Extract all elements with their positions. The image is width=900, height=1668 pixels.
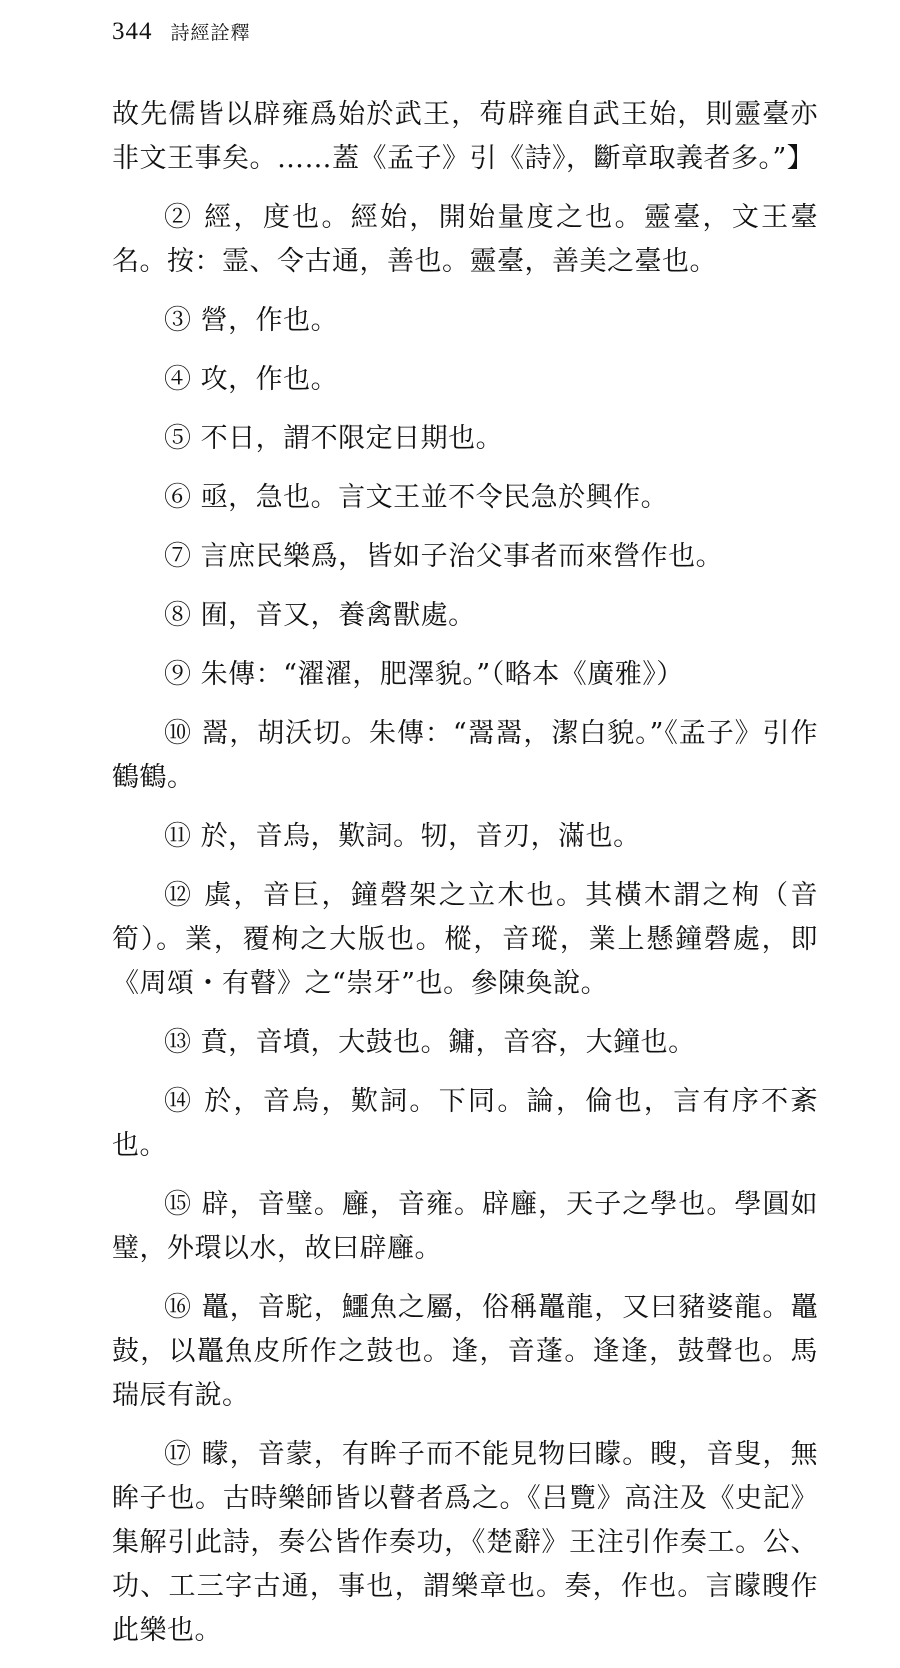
note-2: ② 經，度也。經始，開始量度之也。靈臺，文王臺名。按：霊、令古通，善也。靈臺，善美之臺也。 bbox=[112, 202, 818, 277]
page-number: 344 bbox=[112, 18, 153, 45]
note-16: ⑯ 鼉，音駝，鱷魚之屬，俗稱鼉龍，又曰豬婆龍。鼉鼓，以鼉魚皮所作之鼓也。逢，音蓬。逢逢，鼓聲也。馬瑞辰有說。 bbox=[112, 1292, 818, 1411]
note-12: ⑫ 虡，音巨，鐘磬架之立木也。其橫木謂之栒（音筍）。業，覆栒之大版也。樅，音瑽，業上懸鐘磬處，即《周頌・有瞽》之“崇牙”也。參陳奐說。 bbox=[112, 880, 818, 999]
note-9: ⑨ 朱傳：“濯濯，肥澤貌。”（略本《廣雅》） bbox=[164, 659, 684, 690]
note-13: ⑬ 賁，音墳，大鼓也。鏞，音容，大鐘也。 bbox=[164, 1027, 696, 1058]
note-11: ⑪ 於，音烏，歎詞。牣，音刃，滿也。 bbox=[164, 821, 641, 852]
note-7: ⑦ 言庶民樂爲，皆如子治父事者而來營作也。 bbox=[164, 541, 724, 572]
page-body bbox=[112, 93, 818, 1668]
note-17: ⑰ 矇，音蒙，有眸子而不能見物曰矇。瞍，音叟，無眸子也。古時樂師皆以瞽者爲之。《吕覽》高注及《史記》集解引此詩，奏公皆作奏功，《楚辭》王注引作奏工。公、功、工三字古通，事也，謂樂章也。奏，作也。言矇瞍作此樂也。 bbox=[112, 1439, 818, 1646]
page-header bbox=[112, 18, 251, 58]
note-10: ⑩ 翯，胡沃切。朱傳：“翯翯，潔白貌。”《孟子》引作鶴鶴。 bbox=[112, 718, 818, 793]
note-8: ⑧ 囿，音又，養禽獸處。 bbox=[164, 600, 476, 631]
note-5: ⑤ 不日，謂不限定日期也。 bbox=[164, 423, 504, 454]
note-15: ⑮ 辟，音璧。廱，音雍。辟廱，天子之學也。學圓如璧，外環以水，故曰辟廱。 bbox=[112, 1189, 818, 1264]
continued-paragraph: 故先儒皆以辟雍爲始於武王，苟辟雍自武王始，則靈臺亦非文王事矣。……蓋《孟子》引《詩》，斷章取義者多。”】 bbox=[112, 99, 818, 174]
note-14: ⑭ 於，音烏，歎詞。下同。論，倫也，言有序不紊也。 bbox=[112, 1086, 818, 1161]
book-title: 詩經詮釋 bbox=[170, 22, 251, 44]
note-6: ⑥ 亟，急也。言文王並不令民急於興作。 bbox=[164, 482, 669, 513]
note-4: ④ 攻，作也。 bbox=[164, 364, 339, 395]
note-3: ③ 營，作也。 bbox=[164, 305, 339, 336]
